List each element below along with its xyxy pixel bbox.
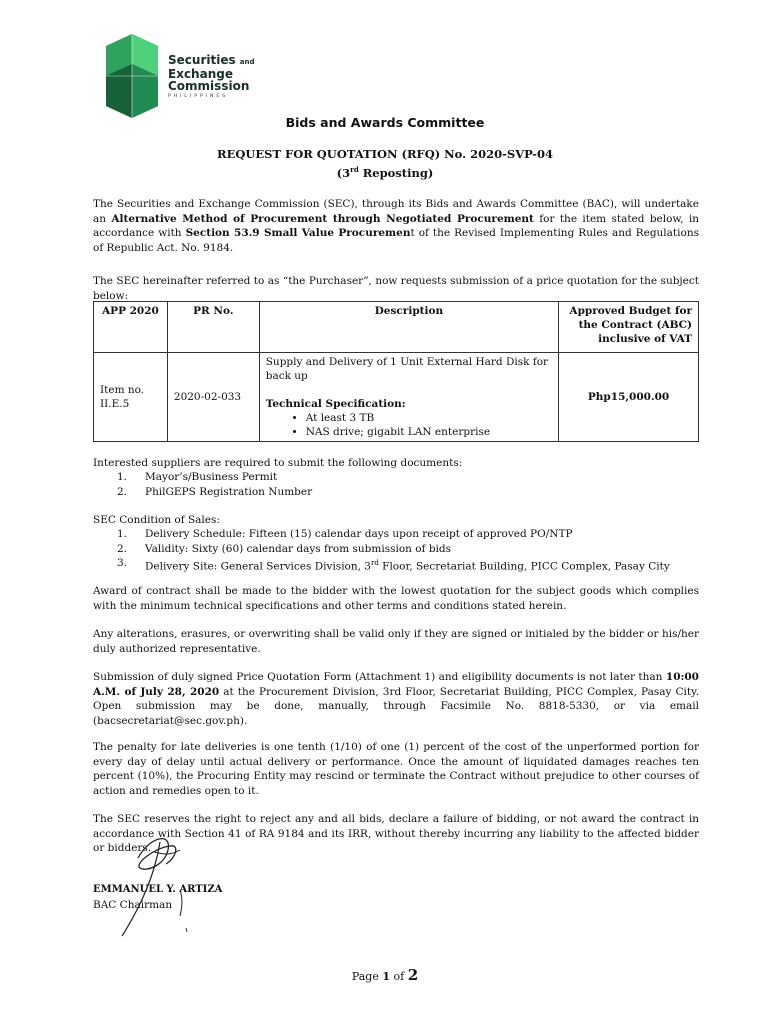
delivery-site-sup: rd (371, 559, 379, 567)
intro-paragraph (93, 197, 699, 255)
signatory-title: BAC Chairman (93, 899, 173, 911)
list-number: 2. (117, 485, 128, 498)
conditions-intro: SEC Condition of Sales: (93, 514, 220, 526)
sec-logo-wordmark (168, 54, 255, 99)
documents-list (93, 470, 699, 499)
reserves-paragraph: The SEC reserves the right to reject any and all bids, declare a failure of bidding, or not award the contract in accordance with Section 41 of RA 9184 and its IRR, without thereby incurring any liability to the affected bidder or bidders. (93, 813, 699, 854)
list-text (117, 556, 670, 574)
sec-logo (106, 32, 256, 122)
submission-text-c: at the Procurement Division, 3rd Floor, Secretariat Building, PICC Complex, Pasay City. Open submission may be done, manually, through Facsimile No. 8818-5330, or via email (bacsecretariat@sec.gov.ph). (93, 685, 700, 727)
submission-deadline: 10:00 A.M. of July 28, 2020 (93, 671, 699, 698)
intro-text-a: The Securities and Exchange Commission (SEC), through its Bids and Awards Committee (BAC), will undertake an (93, 198, 699, 225)
logo-line2: Exchange (168, 67, 233, 81)
item-description: Supply and Delivery of 1 Unit External Hard Disk for back up (265, 356, 549, 382)
rfq-items-table (93, 301, 699, 442)
spec-title: Technical Specification: (265, 398, 406, 410)
header-description: Description (259, 302, 558, 353)
list-text: Delivery Schedule: Fifteen (15) calendar days upon receipt of approved PO/NTP (145, 528, 573, 540)
signatory-name: EMMANUEL Y. ARTIZA (93, 884, 223, 895)
table-row (94, 353, 699, 442)
footer-of-word: of (390, 970, 408, 983)
spec-item: • At least 3 TB (306, 411, 552, 425)
submission-text-a: Submission of duly signed Price Quotation Form (Attachment 1) and eligibility documents is not later than (93, 671, 666, 683)
list-text: Mayor’s/Business Permit (145, 471, 278, 483)
page-footer (0, 966, 770, 984)
penalty-paragraph: The penalty for late deliveries is one tenth (1/10) of one (1) percent of the cost of the unperformed portion for every day of delay until actual delivery or performance. Once the amount of liquidated damages reaches ten percent (10%), the Procuring Entity may rescind or terminate the Contract without prejudice to other courses of action and remedies open to it. (93, 741, 699, 797)
list-number: 1. (117, 528, 128, 540)
committee-heading: Bids and Awards Committee (285, 115, 485, 130)
spec-item: • NAS drive; gigabit LAN enterprise (306, 425, 552, 439)
delivery-site-b: Floor, Secretariat Building, PICC Complex, Pasay City (378, 560, 670, 573)
request-paragraph: The SEC hereinafter referred to as “the Purchaser”, now requests submission of a price quotation for the subject below: (93, 275, 699, 302)
cell-app: Item no. II.E.5 (94, 353, 168, 442)
rfq-reposting-close: Reposting) (358, 165, 434, 180)
rfq-title (0, 146, 770, 181)
footer-page-word: Page (351, 970, 383, 983)
list-text: Validity: Sixty (60) calendar days from submission of bids (145, 542, 452, 555)
list-text: PhilGEPS Registration Number (145, 485, 313, 498)
logo-line3: Commission (168, 79, 250, 93)
intro-text-c: for the item stated below, in accordance with (93, 212, 699, 239)
list-item (93, 527, 699, 542)
cell-abc: Php15,000.00 (559, 353, 699, 442)
list-item (93, 556, 699, 574)
alterations-paragraph: Any alterations, erasures, or overwriting shall be valid only if they are signed or initialed by the bidder or his/her duly authorized representative. (93, 628, 699, 655)
documents-intro: Interested suppliers are required to submit the following documents: (93, 457, 463, 469)
list-number: 2. (117, 542, 128, 555)
rfq-reposting-sup: rd (350, 165, 359, 174)
cell-pr-no: 2020-02-033 (167, 353, 259, 442)
list-item (93, 485, 699, 500)
delivery-site-a: Delivery Site: General Services Division, 3 (145, 560, 371, 573)
logo-line1: Securities (168, 53, 236, 67)
list-number: 3. (117, 557, 128, 569)
header-app: APP 2020 (94, 302, 168, 353)
logo-line1-small: and (239, 58, 255, 66)
logo-line4: PHILIPPINES (168, 94, 229, 99)
intro-section: Section 53.9 Small Value Procuremen (185, 227, 411, 239)
list-item (93, 470, 699, 485)
footer-page-total: 2 (407, 966, 419, 984)
conditions-list (93, 527, 699, 574)
intro-method: Alternative Method of Procurement through Negotiated Procurement (111, 212, 534, 225)
intro-text-e: t of the Revised Implementing Rules and Regulations of Republic Act. No. 9184. (93, 227, 699, 254)
submission-paragraph (93, 670, 699, 728)
list-item (93, 542, 699, 557)
header-abc: Approved Budget for the Contract (ABC) inclusive of VAT (559, 302, 699, 353)
rfq-title-line2 (0, 162, 770, 181)
header-pr-no: PR No. (167, 302, 259, 353)
list-number: 1. (117, 471, 128, 483)
rfq-reposting-open: (3 (336, 165, 351, 180)
footer-page-number: 1 (382, 970, 391, 983)
table-header-row (94, 302, 699, 353)
award-paragraph: Award of contract shall be made to the bidder with the lowest quotation for the subject goods which complies with the minimum technical specifications and other terms and conditions stated herein. (93, 585, 699, 612)
spec-list (266, 411, 552, 439)
sec-logo-icon (106, 32, 168, 120)
rfq-title-line1: REQUEST FOR QUOTATION (RFQ) No. 2020-SVP-04 (217, 147, 553, 161)
cell-description (259, 353, 558, 442)
